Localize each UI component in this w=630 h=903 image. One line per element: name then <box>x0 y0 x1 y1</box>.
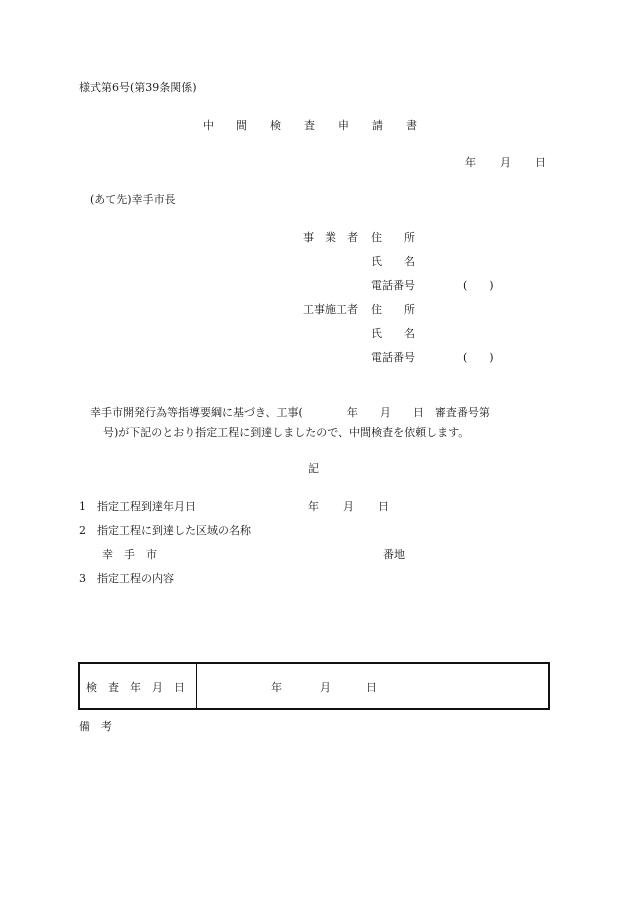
inspection-year: 年 <box>271 681 282 694</box>
inspection-month: 月 <box>320 681 331 694</box>
title-char: 申 <box>338 119 349 132</box>
box-divider <box>196 664 197 708</box>
addressee: (あて先)幸手市長 <box>90 193 176 206</box>
title-char: 中 <box>203 119 214 132</box>
inspection-day: 日 <box>366 681 377 694</box>
item-1-month: 月 <box>343 500 354 513</box>
contractor-label: 工事施工者 <box>303 303 358 316</box>
title-char: 間 <box>236 119 247 132</box>
business-address-label: 住 所 <box>371 231 415 244</box>
business-phone-paren: ( ) <box>463 279 494 292</box>
remarks-label: 備 考 <box>79 720 112 733</box>
title-char: 請 <box>372 119 383 132</box>
contractor-phone-label: 電話番号 <box>371 351 415 364</box>
inspection-date-label: 検 査 年 月 日 <box>86 681 185 694</box>
contractor-address-label: 住 所 <box>371 303 415 316</box>
item-1-year: 年 <box>308 500 319 513</box>
title-char: 書 <box>406 119 417 132</box>
date-year: 年 <box>465 156 476 169</box>
business-name-label: 氏 名 <box>371 255 415 268</box>
item-1-label: 1 指定工程到達年月日 <box>79 500 196 513</box>
business-phone-label: 電話番号 <box>371 279 415 292</box>
body-line-2: 号)が下記のとおり指定工程に到達しましたので、中間検査を依頼します。 <box>103 426 470 439</box>
item-2-label: 2 指定工程に到達した区域の名称 <box>79 524 251 537</box>
contractor-name-label: 氏 名 <box>371 327 415 340</box>
city-name: 幸 手 市 <box>102 548 157 561</box>
business-label: 事 業 者 <box>303 231 358 244</box>
ki-heading: 記 <box>308 462 319 475</box>
contractor-phone-paren: ( ) <box>463 351 494 364</box>
body-line-1: 幸手市開発行為等指導要綱に基づき、工事( 年 月 日 審査番号第 <box>90 406 490 419</box>
banchi-label: 番地 <box>383 548 405 561</box>
form-number: 様式第6号(第39条関係) <box>79 81 197 94</box>
item-1-day: 日 <box>378 500 389 513</box>
inspection-date-box <box>78 662 550 710</box>
title-char: 検 <box>270 119 281 132</box>
date-month: 月 <box>500 156 511 169</box>
title-char: 査 <box>304 119 315 132</box>
item-3-label: 3 指定工程の内容 <box>79 572 174 585</box>
date-day: 日 <box>535 156 546 169</box>
